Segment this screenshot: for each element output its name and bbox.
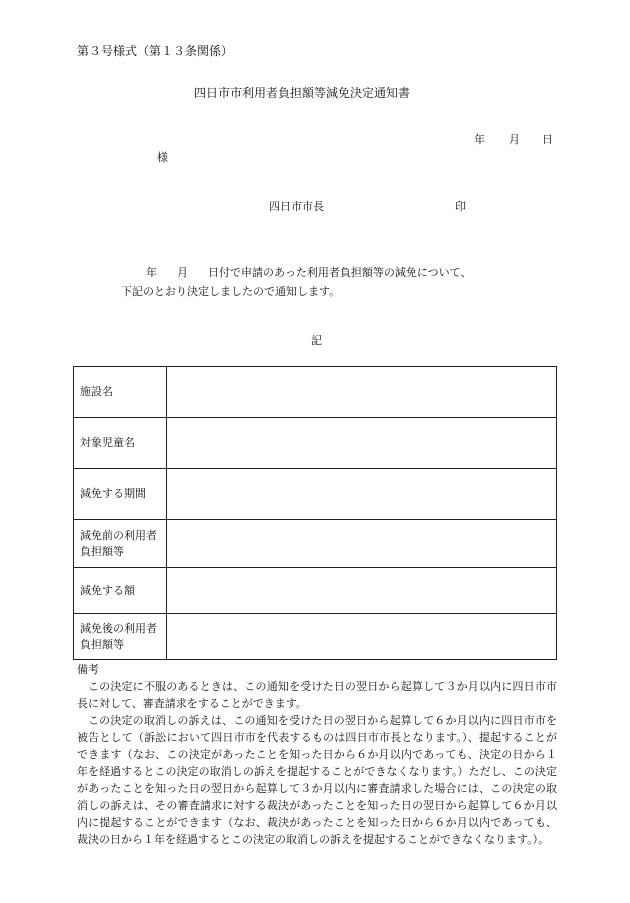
remarks-heading: 備考: [77, 663, 99, 676]
remarks-paragraph: この決定に不服のあるときは、この通知を受けた日の翌日から起算して３か月以内に四日市市長に対して、審査請求をすることができます。: [77, 680, 557, 710]
body-line1: 日付で申請のあった利用者負担額等の減免について、: [208, 266, 472, 279]
row-label: 対象児童名: [74, 418, 167, 469]
seal-mark: 印: [455, 200, 466, 213]
issuer-name: 四日市市長: [269, 200, 324, 213]
table-row: [74, 418, 557, 469]
row-label: 減免後の利用者 負担額等: [74, 614, 167, 660]
table-row: [74, 520, 557, 568]
addressee-suffix: 様: [157, 151, 168, 164]
ki-heading: 記: [311, 334, 322, 347]
remarks-paragraph: この決定の取消しの訴えは、この通知を受けた日の翌日から起算して６か月以内に四日市市を被告として（訴訟において四日市市を代表するものは四日市市長となります。）、提起することができます（なお、この決定があったことを知った日から６か月以内であっても、決定の日から１年を経過するとこの決定の取消しの訴えを提起することができなくなります。）ただし、この決定があったことを知った日の翌日から起算して３か月以内に審査請求した場合には、この決定の取消しの訴えは、その審査請求に対する裁決があったことを知った日の翌日から起算して６か月以内に提起することができます（なお、裁決があったことを知った日から６か月以内であっても、裁決の日から１年を経過するとこの決定の取消しの訴えを提起することができなくなります。）。: [77, 714, 557, 846]
table-row: [74, 614, 557, 660]
date-day: 日: [542, 133, 553, 146]
charge-before-field[interactable]: [167, 520, 557, 568]
details-table: [73, 366, 557, 660]
form-number: 第３号様式（第１３条関係）: [77, 44, 234, 58]
row-label: 施設名: [74, 367, 167, 418]
date-month: 月: [509, 133, 520, 146]
charge-after-field[interactable]: [167, 614, 557, 660]
body-line2: 下記のとおり決定しましたので通知します。: [121, 285, 341, 298]
child-name-field[interactable]: [167, 418, 557, 469]
body-year: 年: [146, 266, 157, 279]
reduction-amount-field[interactable]: [167, 568, 557, 614]
table-row: [74, 469, 557, 520]
remarks-section: [77, 661, 557, 848]
row-label: 減免前の利用者 負担額等: [74, 520, 167, 568]
date-year: 年: [474, 133, 485, 146]
body-month: 月: [177, 266, 188, 279]
table-row: [74, 568, 557, 614]
facility-name-field[interactable]: [167, 367, 557, 418]
document-title: 四日市市利用者負担額等減免決定通知書: [194, 86, 411, 100]
table-row: [74, 367, 557, 418]
row-label: 減免する額: [74, 568, 167, 614]
row-label: 減免する期間: [74, 469, 167, 520]
reduction-period-field[interactable]: [167, 469, 557, 520]
